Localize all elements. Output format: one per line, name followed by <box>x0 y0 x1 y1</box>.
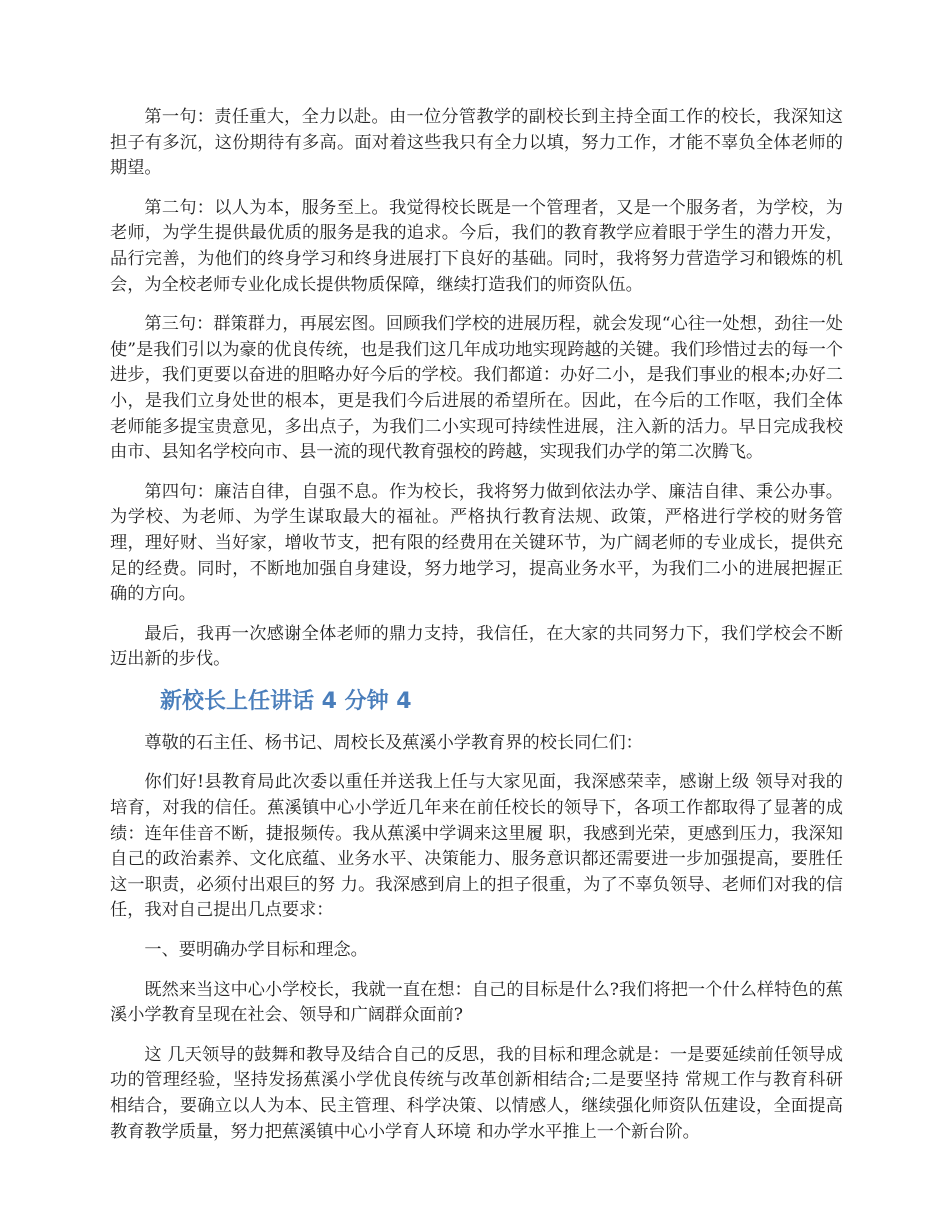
section-heading: 新校长上任讲话 4 分钟 4 <box>160 688 412 714</box>
paragraph-sentence-1: 第一句：责任重大，全力以赴。由一位分管教学的副校长到主持全面工作的校长，我深知这担子有多沉，这份期待有多高。面对着这些我只有全力以填，努力工作，才能不辜负全体老师的期望。 <box>110 107 843 179</box>
document-page <box>110 105 843 1159</box>
paragraph-greeting: 你们好!县教育局此次委以重任并送我上任与大家见面，我深感荣幸，感谢上级 领导对我的培育，对我的信任。蕉溪镇中心小学近几年来在前任校长的领导下，各项工作都取得了显著的成绩：连年佳音不断，捷报频传。我从蕉溪中学调来这里履 职，我感到光荣，更感到压力，我深知自己的政治素养、文化底蕴、业务水平、决策能力、服务意识都还需要进一步加强提高，要胜任这一职责，必须付出艰巨的努 力。我深感到肩上的担子很重，为了不辜负领导、老师们对我的信任，我对自己提出几点要求： <box>110 772 843 921</box>
paragraph-sentence-3: 第三句：群策群力，再展宏图。回顾我们学校的进展历程，就会发现“心往一处想，劲往一处使”是我们引以为豪的优良传统，也是我们这几年成功地实现跨越的关键。我们珍惜过去的每一个进步，我们更要以奋进的胆略办好今后的学校。我们都道：办好二小，是我们事业的根本;办好二小，是我们立身处世的根本，更是我们今后进展的希望所在。因此，在今后的工作呕，我们全体老师能多提宝贵意见，多出点子，为我们二小实现可持续性进展，注入新的活力。早日完成我校由市、县知名学校向市、县一流的现代教育强校的跨越，实现我们办学的第二次腾飞。 <box>110 314 843 463</box>
paragraph-salutation: 尊敬的石主任、杨书记、周校长及蕉溪小学教育界的校长同仁们： <box>144 732 643 753</box>
paragraph-question: 既然来当这中心小学校长，我就一直在想：自己的目标是什么?我们将把一个什么样特色的蕉溪小学教育呈现在社会、领导和广阔群众面前? <box>110 979 843 1026</box>
paragraph-sentence-4: 第四句：廉洁自律，自强不息。作为校长，我将努力做到依法办学、廉洁自律、秉公办事。为学校、为老师、为学生谋取最大的福祉。严格执行教育法规、政策，严格进行学校的财务管理，理好财、当好家，增收节支，把有限的经费用在关键环节，为广阔老师的专业成长，提供充足的经费。同时，不断地加强自身建设，努力地学习，提高业务水平，为我们二小的进展把握正确的方向。 <box>110 481 843 605</box>
paragraph-point-1: 一、要明确办学目标和理念。 <box>144 940 368 961</box>
paragraph-goals: 这 几天领导的鼓舞和教导及结合自己的反思，我的目标和理念就是：一是要延续前任领导成功的管理经验，坚持发扬蕉溪小学优良传统与改革创新相结合;二是要坚持 常规工作与教育科研相结合，要确立以人为本、民主管理、科学决策、以情感人，继续强化师资队伍建设，全面提高教育教学质量，努力把蕉溪镇中心小学育人环境 和办学水平推上一个新台阶。 <box>110 1044 843 1142</box>
paragraph-sentence-2: 第二句：以人为本，服务至上。我觉得校长既是一个管理者，又是一个服务者，为学校，为老师，为学生提供最优质的服务是我的追求。今后，我们的教育教学应着眼于学生的潜力开发，品行完善，为他们的终身学习和终身进展打下良好的基础。同时，我将努力营造学习和锻炼的机会，为全校老师专业化成长提供物质保障，继续打造我们的师资队伍。 <box>110 197 843 295</box>
paragraph-closing: 最后，我再一次感谢全体老师的鼎力支持，我信任，在大家的共同努力下，我们学校会不断迈出新的步伐。 <box>110 623 843 670</box>
